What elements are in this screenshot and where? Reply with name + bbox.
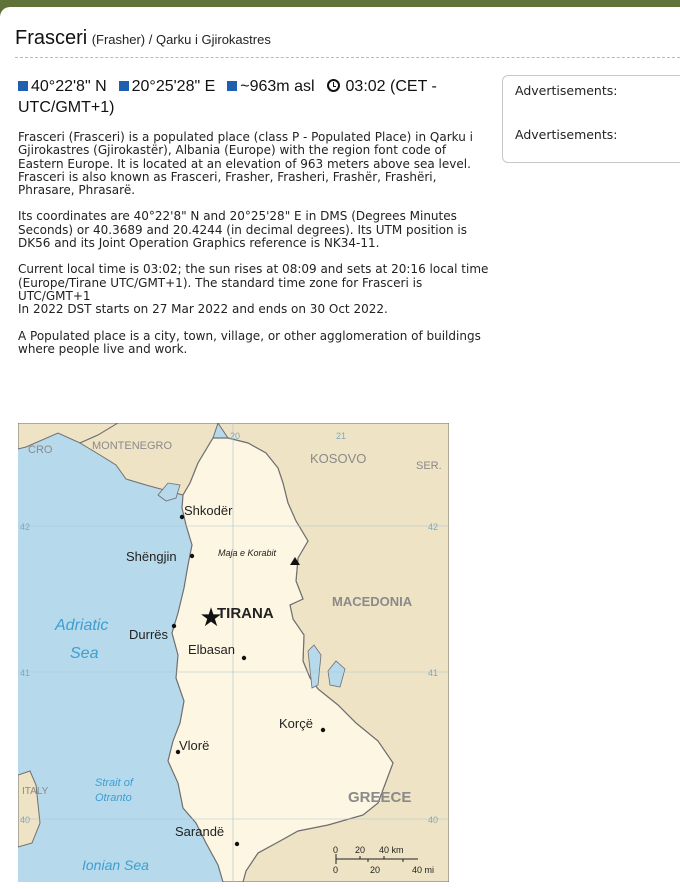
city-dot-korce <box>321 728 325 732</box>
scale-mi-0: 0 <box>333 865 339 875</box>
scale-km-0: 0 <box>333 845 339 855</box>
label-vlore: Vlorë <box>179 738 210 753</box>
label-shkoder: Shkodër <box>184 503 233 518</box>
city-dot-durres <box>172 624 176 628</box>
description-paragraph: Frasceri (Frasceri) is a populated place (class P - Populated Place) in Qarku i Gjirokastres (Gjirokastër), Albania (Europe) with the region font code of Eastern Europe. It is located at an elevation of 963 meters above sea level. <box>18 130 473 171</box>
grid-label-lat40-right: 40 <box>428 815 439 825</box>
label-shengjin: Shëngjin <box>126 549 177 564</box>
label-ionian-sea: Ionian Sea <box>82 857 149 873</box>
advertisements-box <box>502 75 680 163</box>
ad-label-2: Advertisements: <box>515 127 618 142</box>
scale-km-20: 20 <box>355 845 366 855</box>
time-paragraph: Current local time is 03:02; the sun rises at 08:09 and sets at 20:16 local time (Europe/Tirane UTC/GMT+1). The standard time zone for Frasceri is UTC/GMT+1 <box>18 262 489 303</box>
label-durres: Durrës <box>129 627 169 642</box>
ad-label-1: Advertisements: <box>515 83 618 98</box>
label-strait: Strait of <box>95 777 133 789</box>
grid-label-lat41-right: 41 <box>428 668 439 678</box>
city-dot-elbasan <box>242 656 246 660</box>
label-croatia: CRO <box>28 444 53 456</box>
coordinates-line <box>18 76 493 118</box>
city-dot-shengjin <box>190 554 194 558</box>
label-otranto: Otranto <box>95 792 132 804</box>
label-sarande: Sarandë <box>175 824 225 839</box>
elevation: ~963m asl <box>240 78 315 95</box>
label-serbia: SER. <box>416 460 442 472</box>
label-kosovo: KOSOVO <box>310 451 367 466</box>
definition-paragraph: A Populated place is a city, town, village, or other agglomeration of buildings where people live and work. <box>18 328 481 356</box>
label-adriatic: Adriatic <box>55 617 109 634</box>
grid-label-lat41-left: 41 <box>20 668 31 678</box>
aliases-paragraph: Frasceri is also known as Frasceri, Frasher, Frasheri, Frashër, Frashëri, Phrasare, Phrasarë. <box>18 169 437 198</box>
content-panel <box>0 7 680 889</box>
page-title <box>15 27 271 50</box>
grid-label-lat40-left: 40 <box>20 815 31 825</box>
grid-label-lon21: 21 <box>336 431 347 441</box>
label-greece: GREECE <box>348 789 412 806</box>
latitude: 40°22'8" N <box>31 78 107 95</box>
scale-mi-20: 20 <box>370 865 381 875</box>
grid-label-lat42-left: 42 <box>20 522 31 532</box>
label-tirana: TIRANA <box>217 605 274 622</box>
albania-map[interactable] <box>18 423 449 882</box>
label-macedonia: MACEDONIA <box>332 594 413 609</box>
clock-icon <box>327 79 340 92</box>
place-subtitle: (Frasher) / Qarku i Gjirokastres <box>91 32 271 47</box>
local-time: 03:02 (CET - UTC/GMT+1) <box>18 78 437 116</box>
label-adriatic-sea: Sea <box>70 645 99 662</box>
grid-label-lat42-right: 42 <box>428 522 439 532</box>
label-italy: ITALY <box>22 786 49 797</box>
longitude-icon <box>119 81 129 91</box>
label-montenegro: MONTENEGRO <box>92 440 173 452</box>
longitude: 20°25'28" E <box>131 78 216 95</box>
place-name: Frasceri <box>15 27 88 49</box>
dst-paragraph: In 2022 DST starts on 27 Mar 2022 and ends on 30 Oct 2022. <box>18 302 388 317</box>
label-elbasan: Elbasan <box>188 642 235 657</box>
label-maja-e-korabit: Maja e Korabit <box>218 548 277 558</box>
scale-km-40: 40 km <box>379 845 404 855</box>
title-divider <box>15 57 680 58</box>
latitude-icon <box>18 81 28 91</box>
capital-star-icon: ★ <box>199 602 223 632</box>
description <box>18 131 492 356</box>
label-korce: Korçë <box>279 716 313 731</box>
coordinates-paragraph: Its coordinates are 40°22'8" N and 20°25'28" E in DMS (Degrees Minutes Seconds) or 40.3689 and 20.4244 (in decimal degrees). Its UTM position is DK56 and its Joint Operation Graphics reference is NK34-11. <box>18 209 467 251</box>
elevation-icon <box>227 81 237 91</box>
scale-mi-40: 40 mi <box>412 865 435 875</box>
city-dot-sarande <box>235 842 239 846</box>
grid-label-lon20: 20 <box>230 431 241 441</box>
